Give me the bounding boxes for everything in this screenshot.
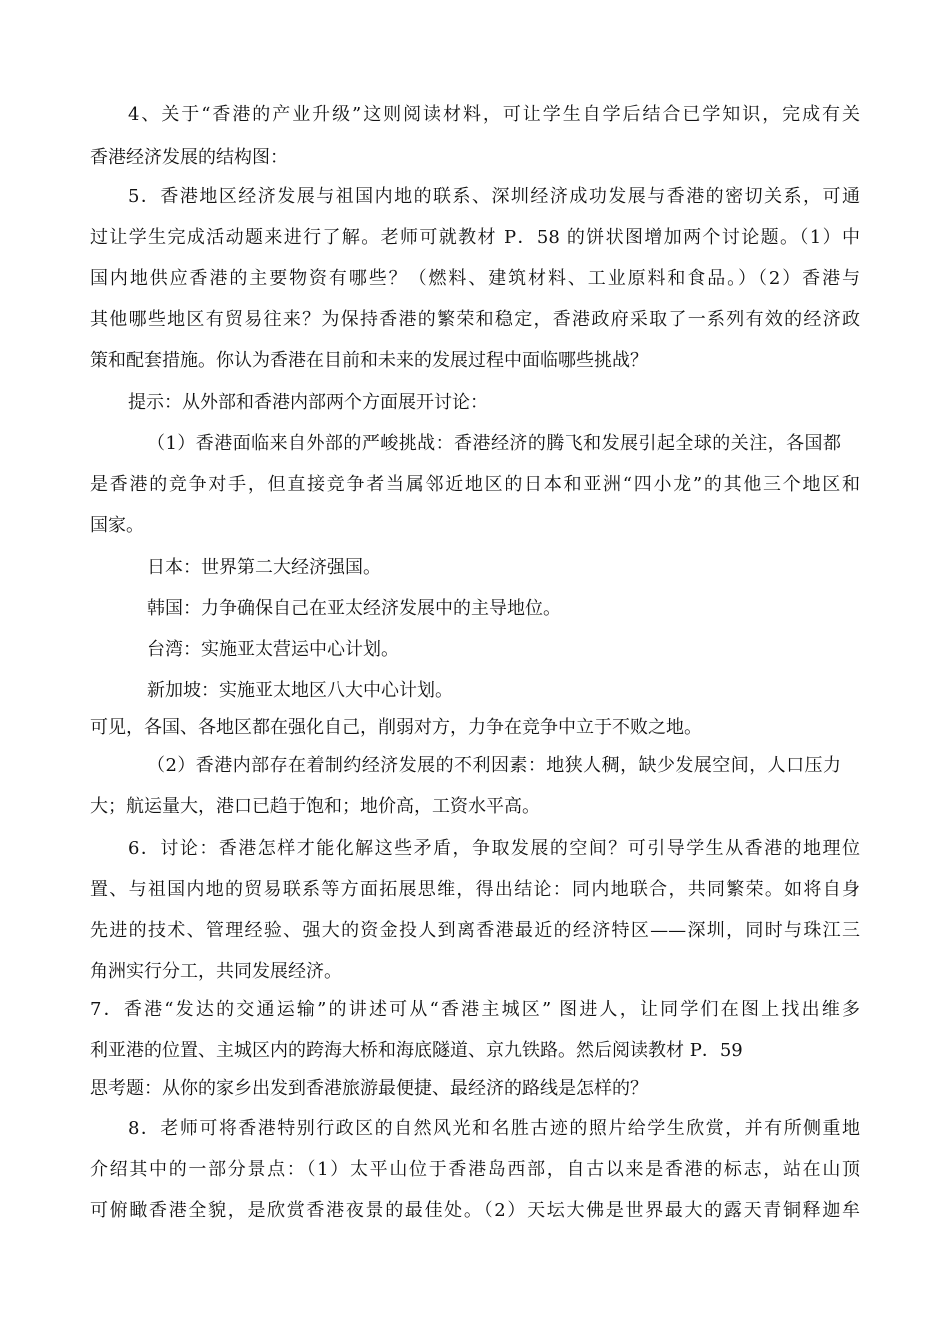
text-line: 介绍其中的一部分景点：（1）太平山位于香港岛西部，自古以来是香港的标志，站在山顶 xyxy=(90,1159,860,1180)
text-line: 可俯瞰香港全貌，是欣赏香港夜景的最佳处。（2）天坛大佛是世界最大的露天青铜释迦牟 xyxy=(90,1200,860,1221)
text-line: 可见，各国、各地区都在强化自己，削弱对方，力争在竞争中立于不败之地。 xyxy=(90,717,702,738)
text-line: 利亚港的位置、主城区内的跨海大桥和海底隧道、京九铁路。然后阅读教材 P．59 xyxy=(90,1040,743,1061)
text-line: 韩国：力争确保自己在亚太经济发展中的主导地位。 xyxy=(147,598,561,619)
text-line: 日本：世界第二大经济强国。 xyxy=(147,557,381,578)
text-line: 大；航运量大，港口已趋于饱和；地价高，工资水平高。 xyxy=(90,796,540,817)
text-line: 思考题：从你的家乡出发到香港旅游最便捷、最经济的路线是怎样的？ xyxy=(90,1078,648,1099)
text-line: 8．老师可将香港特别行政区的自然风光和名胜古迹的照片给学生欣赏，并有所侧重地 xyxy=(128,1118,860,1139)
text-line: 提示：从外部和香港内部两个方面展开讨论： xyxy=(128,392,488,413)
text-line: 国家。 xyxy=(90,515,144,536)
text-line: 国内地供应香港的主要物资有哪些？（燃料、建筑材料、工业原料和食品。）（2）香港与 xyxy=(90,268,860,289)
text-line: 6．讨论：香港怎样才能化解这些矛盾，争取发展的空间？可引导学生从香港的地理位 xyxy=(128,838,860,859)
text-line: 过让学生完成活动题来进行了解。老师可就教材 P．58 的饼状图增加两个讨论题。（1）中 xyxy=(90,227,860,248)
text-line: 置、与祖国内地的贸易联系等方面拓展思维，得出结论：同内地联合，共同繁荣。如将自身 xyxy=(90,879,860,900)
text-line: （2）香港内部存在着制约经济发展的不利因素：地狭人稠，缺少发展空间，人口压力 xyxy=(147,755,841,776)
text-line: 角洲实行分工，共同发展经济。 xyxy=(90,961,342,982)
text-line: 4、关于“香港的产业升级”这则阅读材料，可让学生自学后结合已学知识，完成有关 xyxy=(128,104,860,125)
text-line: 台湾：实施亚太营运中心计划。 xyxy=(147,639,399,660)
text-line: 其他哪些地区有贸易往来？为保持香港的繁荣和稳定，香港政府采取了一系列有效的经济政 xyxy=(90,309,860,330)
text-line: 5．香港地区经济发展与祖国内地的联系、深圳经济成功发展与香港的密切关系，可通 xyxy=(128,186,860,207)
text-line: 策和配套措施。你认为香港在目前和未来的发展过程中面临哪些挑战？ xyxy=(90,350,648,371)
text-line: 新加坡：实施亚太地区八大中心计划。 xyxy=(147,680,453,701)
text-line: 先进的技术、管理经验、强大的资金投人到离香港最近的经济特区——深圳，同时与珠江三 xyxy=(90,920,860,941)
text-line: 是香港的竞争对手，但直接竞争者当属邻近地区的日本和亚洲“四小龙”的其他三个地区和 xyxy=(90,474,860,495)
text-line: 香港经济发展的结构图： xyxy=(90,147,288,168)
text-line: 7．香港“发达的交通运输”的讲述可从“香港主城区” 图进人，让同学们在图上找出维多 xyxy=(90,999,860,1020)
text-line: （1）香港面临来自外部的严峻挑战：香港经济的腾飞和发展引起全球的关注，各国都 xyxy=(147,433,841,454)
